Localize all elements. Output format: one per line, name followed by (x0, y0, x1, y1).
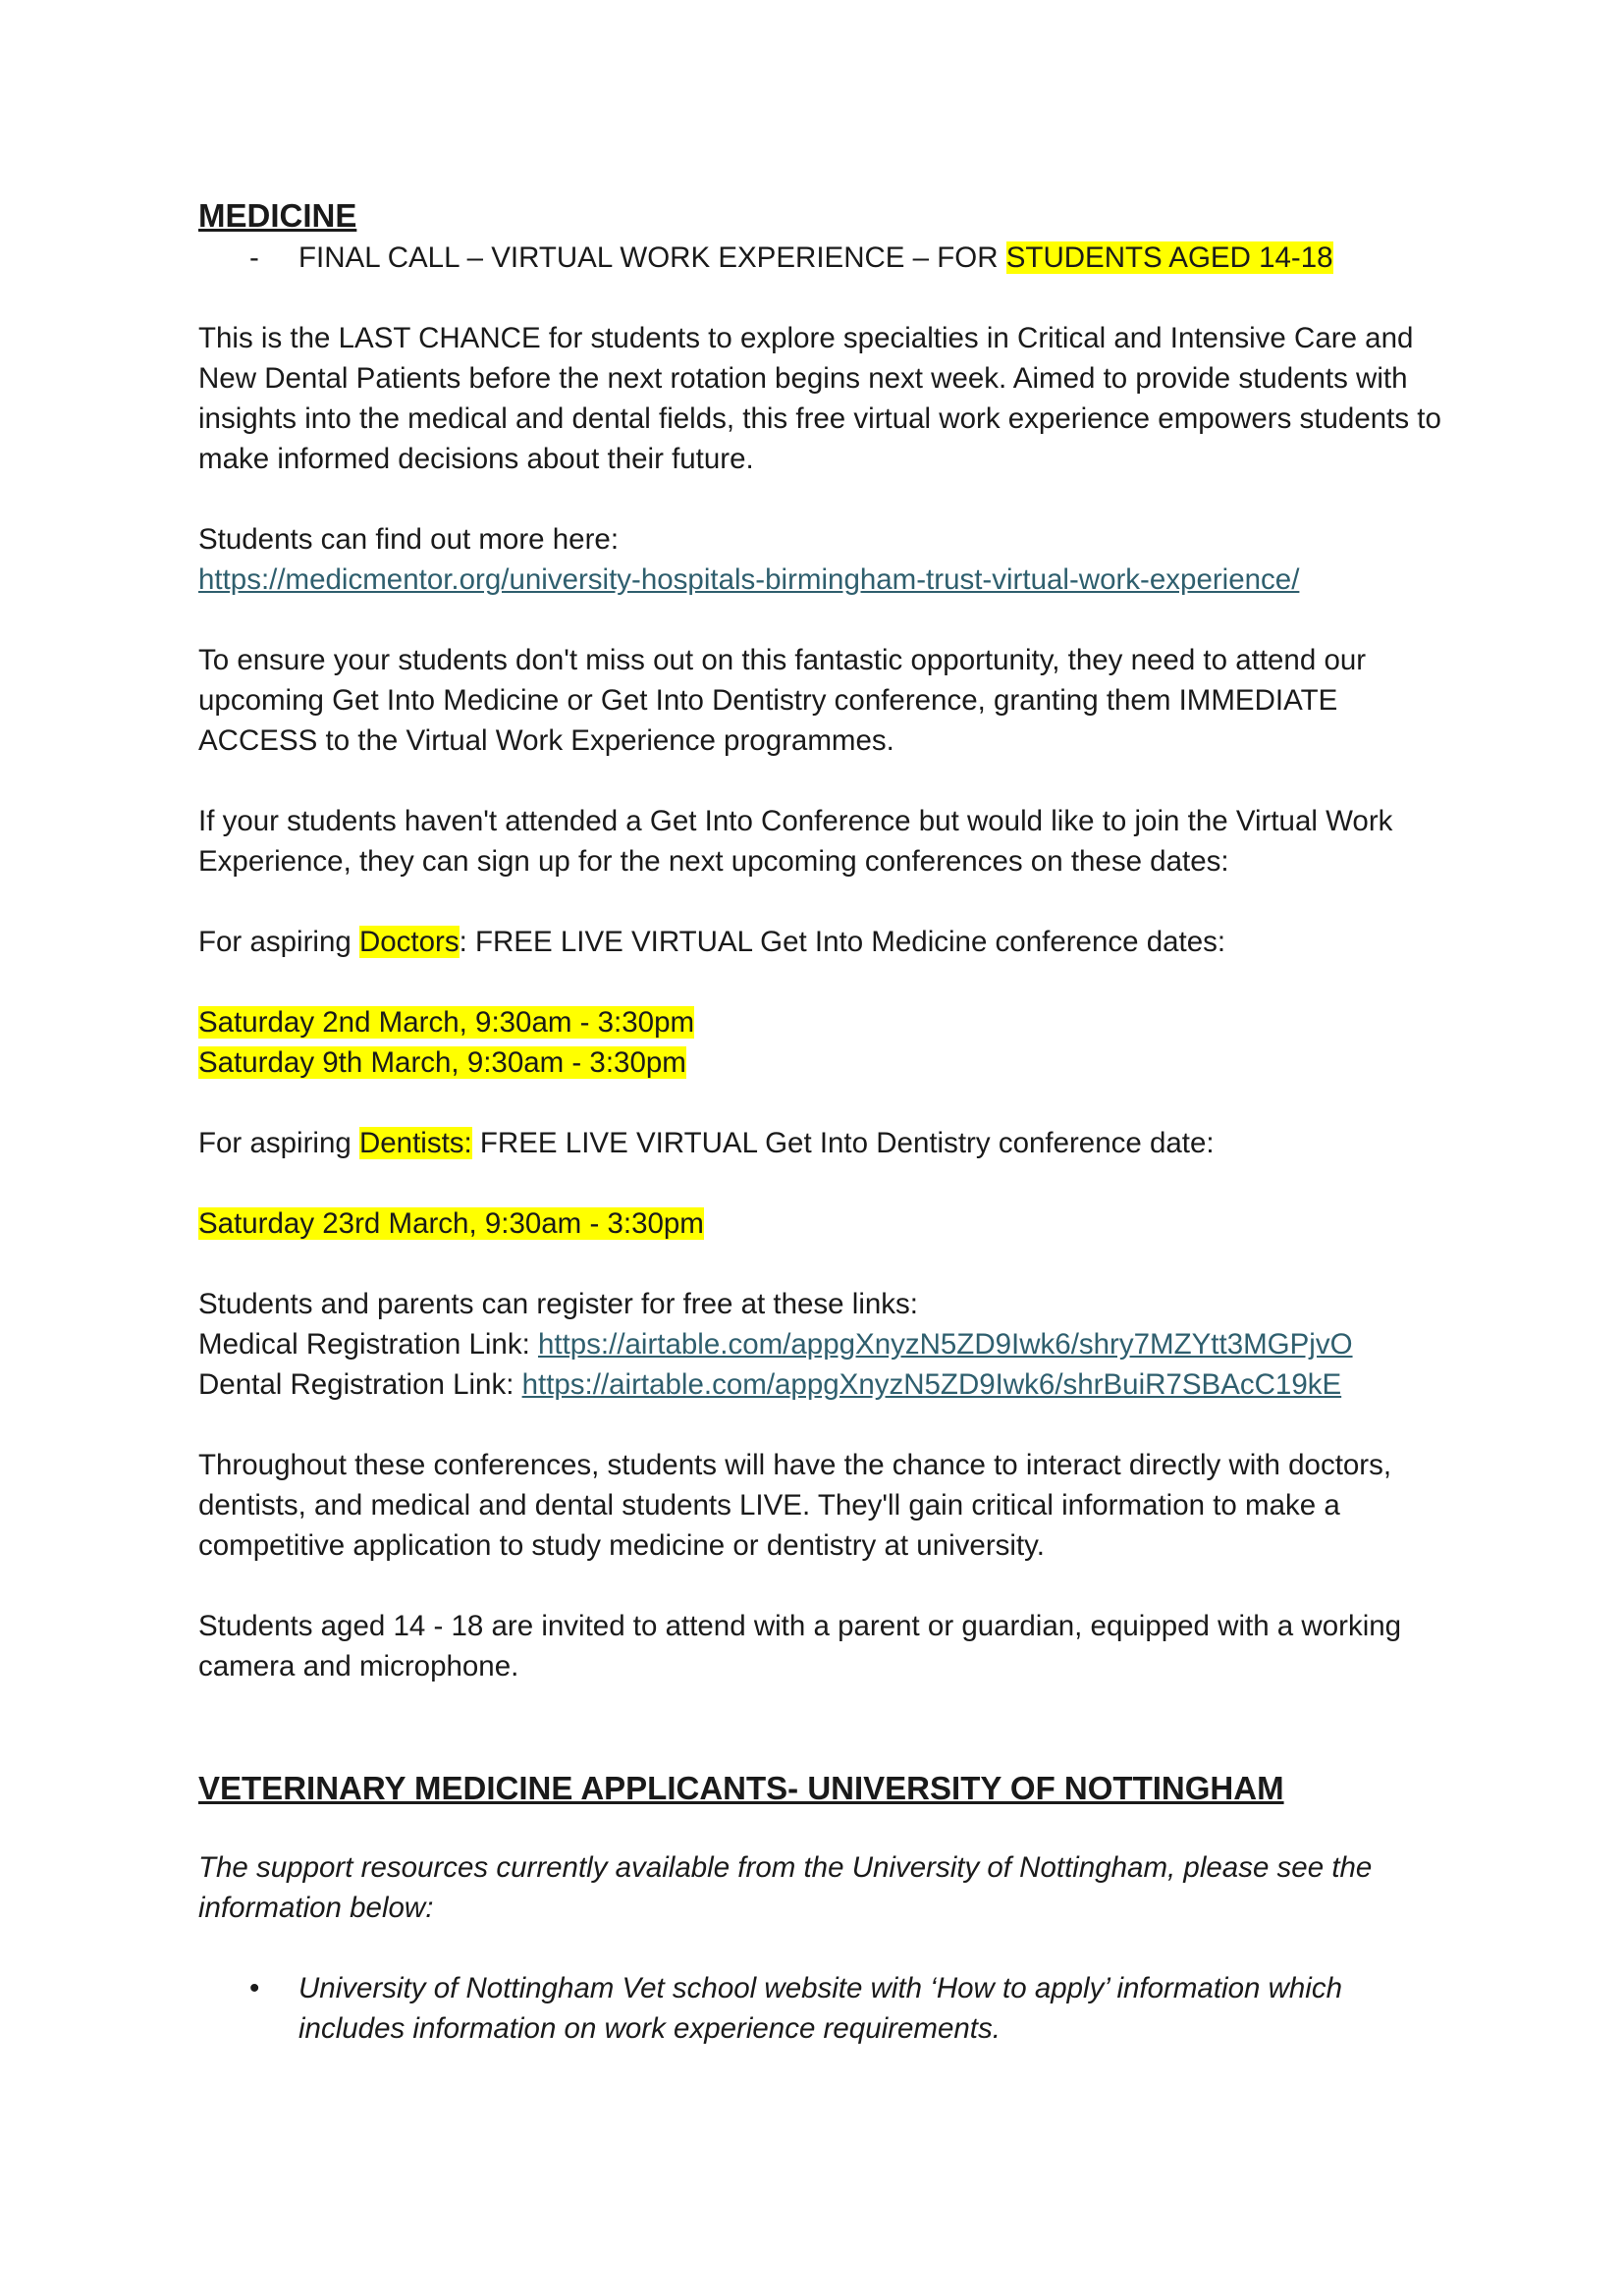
paragraph-conferences: Throughout these conferences, students will have the chance to interact directly with doctors, dentists, and medical and dental students LIVE. They'll gain critical information to make a competitive application to study medicine or dentistry at university. (198, 1449, 1392, 1562)
medicine-subtitle (249, 238, 1445, 278)
vet-heading: VETERINARY MEDICINE APPLICANTS- UNIVERSITY OF NOTTINGHAM (198, 1770, 1284, 1806)
paragraph-sign-up: If your students haven't attended a Get Into Conference but would like to join the Virtual Work Experience, they can sign up for the next upcoming conferences on these dates: (198, 805, 1393, 878)
dentist-date: Saturday 23rd March, 9:30am - 3:30pm (198, 1207, 704, 1240)
bullet-icon: • (249, 1972, 260, 2004)
dental-registration-line: Dental Registration Link: https://airtable.com/appgXnyzN5ZD9Iwk6/shrBuiR7SBAcC19kE (198, 1368, 1342, 1401)
document-page (198, 194, 1445, 2049)
medicmentor-link[interactable]: https://medicmentor.org/university-hospitals-birmingham-trust-virtual-work-experience/ (198, 563, 1300, 596)
doctor-date-1: Saturday 2nd March, 9:30am - 3:30pm (198, 1006, 695, 1039)
register-intro: Students and parents can register for free at these links: (198, 1288, 918, 1320)
dentists-highlight: Dentists: (358, 1127, 472, 1159)
paragraph-students-aged: Students aged 14 - 18 are invited to attend with a parent or guardian, equipped with a working camera and microphone. (198, 1610, 1402, 1682)
dash-marker: - (249, 241, 259, 274)
vet-bullet-text: University of Nottingham Vet school website with ‘How to apply’ information which includes information on work experience requirements. (298, 1972, 1343, 2045)
dental-registration-link[interactable]: https://airtable.com/appgXnyzN5ZD9Iwk6/shrBuiR7SBAcC19kE (521, 1368, 1342, 1401)
vet-bullet-item (249, 1968, 1445, 2049)
paragraph-ensure: To ensure your students don't miss out on this fantastic opportunity, they need to attend our upcoming Get Into Medicine or Get Into Dentistry conference, granting them IMMEDIATE ACCESS to the Virtual Work Experience programmes. (198, 644, 1367, 757)
doctors-line: For aspiring Doctors: FREE LIVE VIRTUAL Get Into Medicine conference dates: (198, 926, 1226, 958)
medical-registration-link[interactable]: https://airtable.com/appgXnyzN5ZD9Iwk6/shry7MZYtt3MGPjvO (537, 1328, 1353, 1361)
medical-registration-line: Medical Registration Link: https://airtable.com/appgXnyzN5ZD9Iwk6/shry7MZYtt3MGPjvO (198, 1328, 1353, 1361)
medicine-heading: MEDICINE (198, 197, 357, 234)
vet-intro: The support resources currently available from the University of Nottingham, please see the information below: (198, 1851, 1373, 1924)
dentists-line: For aspiring Dentists: FREE LIVE VIRTUAL Get Into Dentistry conference date: (198, 1127, 1215, 1159)
doctor-date-2: Saturday 9th March, 9:30am - 3:30pm (198, 1046, 686, 1079)
paragraph-last-chance: This is the LAST CHANCE for students to explore specialties in Critical and Intensive Care and New Dental Patients before the next rotation begins next week. Aimed to provide students with insights into the medical and dental fields, this free virtual work experience empowers students to make informed decisions about their future. (198, 322, 1441, 475)
find-out-label: Students can find out more here: (198, 523, 620, 556)
subtitle-highlight: STUDENTS AGED 14-18 (1005, 241, 1333, 274)
subtitle-prefix: FINAL CALL – VIRTUAL WORK EXPERIENCE – FOR (298, 241, 1006, 274)
doctors-highlight: Doctors (358, 926, 460, 958)
